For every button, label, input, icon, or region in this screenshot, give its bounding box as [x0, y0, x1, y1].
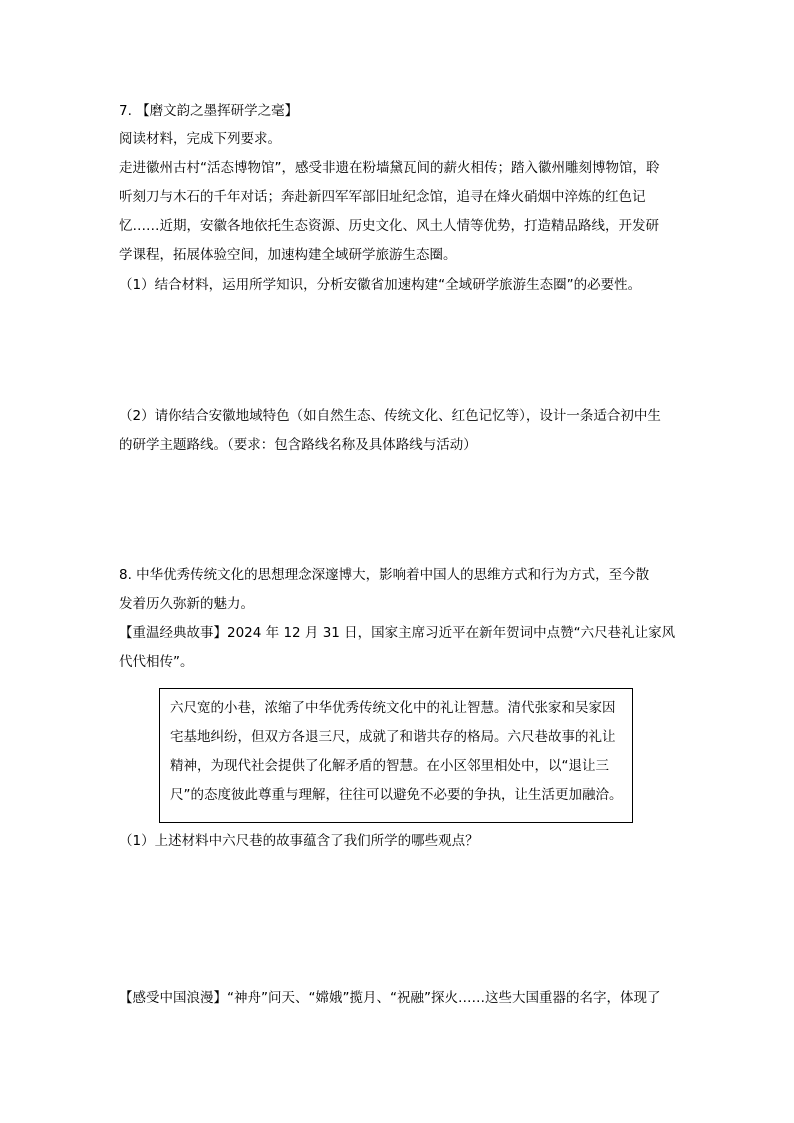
- romance-line: 【感受中国浪漫】“神舟”问天、“嫦娥”揽月、“祝融”探火……这些大国重器的名字，体现了: [119, 990, 661, 1006]
- question-8-sub-1: （1）上述材料中六尺巷的故事蕴含了我们所学的哪些观点？: [119, 833, 479, 849]
- material-line-4: 学课程，拓展体验空间，加速构建全域研学旅游生态圈。: [119, 247, 457, 263]
- material-line-1: 走进徽州古村“活态博物馆”，感受非遗在粉墙黛瓦间的薪火相传；踏入徽州雕刻博物馆，聆: [119, 160, 660, 176]
- question-7-sub-2-line-2: 的研学主题路线。（要求：包含路线名称及具体路线与活动）: [119, 437, 477, 453]
- material-line-2: 听刻刀与木石的千年对话；奔赴新四军军部旧址纪念馆，追寻在烽火硝烟中淬炼的红色记: [119, 189, 646, 205]
- question-7-sub-1: （1）结合材料，运用所学知识，分析安徽省加速构建“全域研学旅游生态圈”的必要性。: [119, 277, 642, 293]
- box-line-1: 六尺宽的小巷，浓缩了中华优秀传统文化中的礼让智慧。清代张家和吴家因: [170, 700, 616, 716]
- question-7-instruction: 阅读材料，完成下列要求。: [119, 131, 281, 147]
- box-line-2: 宅基地纠纷，但双方各退三尺，成就了和谐共存的格局。六尺巷故事的礼让: [170, 729, 616, 745]
- box-line-3: 精神，为现代社会提供了化解矛盾的智慧。在小区邻里相处中，以“退让三: [170, 758, 609, 774]
- question-8-intro-line-1: 8. 中华优秀传统文化的思想理念深邃博大，影响着中国人的思维方式和行为方式，至今散: [119, 567, 650, 583]
- story-line-1: 【重温经典故事】2024 年 12 月 31 日，国家主席习近平在新年贺词中点赞“六尺巷礼让家风: [119, 625, 676, 641]
- story-line-2: 代代相传”。: [119, 654, 194, 670]
- question-8-intro-line-2: 发着历久弥新的魅力。: [119, 596, 254, 612]
- question-7-title: 7. 【磨文韵之墨挥研学之毫】: [119, 103, 299, 119]
- box-line-4: 尺”的态度彼此尊重与理解，往往可以避免不必要的争执，让生活更加融洽。: [170, 787, 623, 803]
- question-7-sub-2-line-1: （2）请你结合安徽地域特色（如自然生态、传统文化、红色记忆等），设计一条适合初中生: [119, 408, 661, 424]
- material-line-3: 忆……近期，安徽各地依托生态资源、历史文化、风土人情等优势，打造精品路线，开发研: [119, 218, 659, 234]
- material-box: [159, 688, 633, 823]
